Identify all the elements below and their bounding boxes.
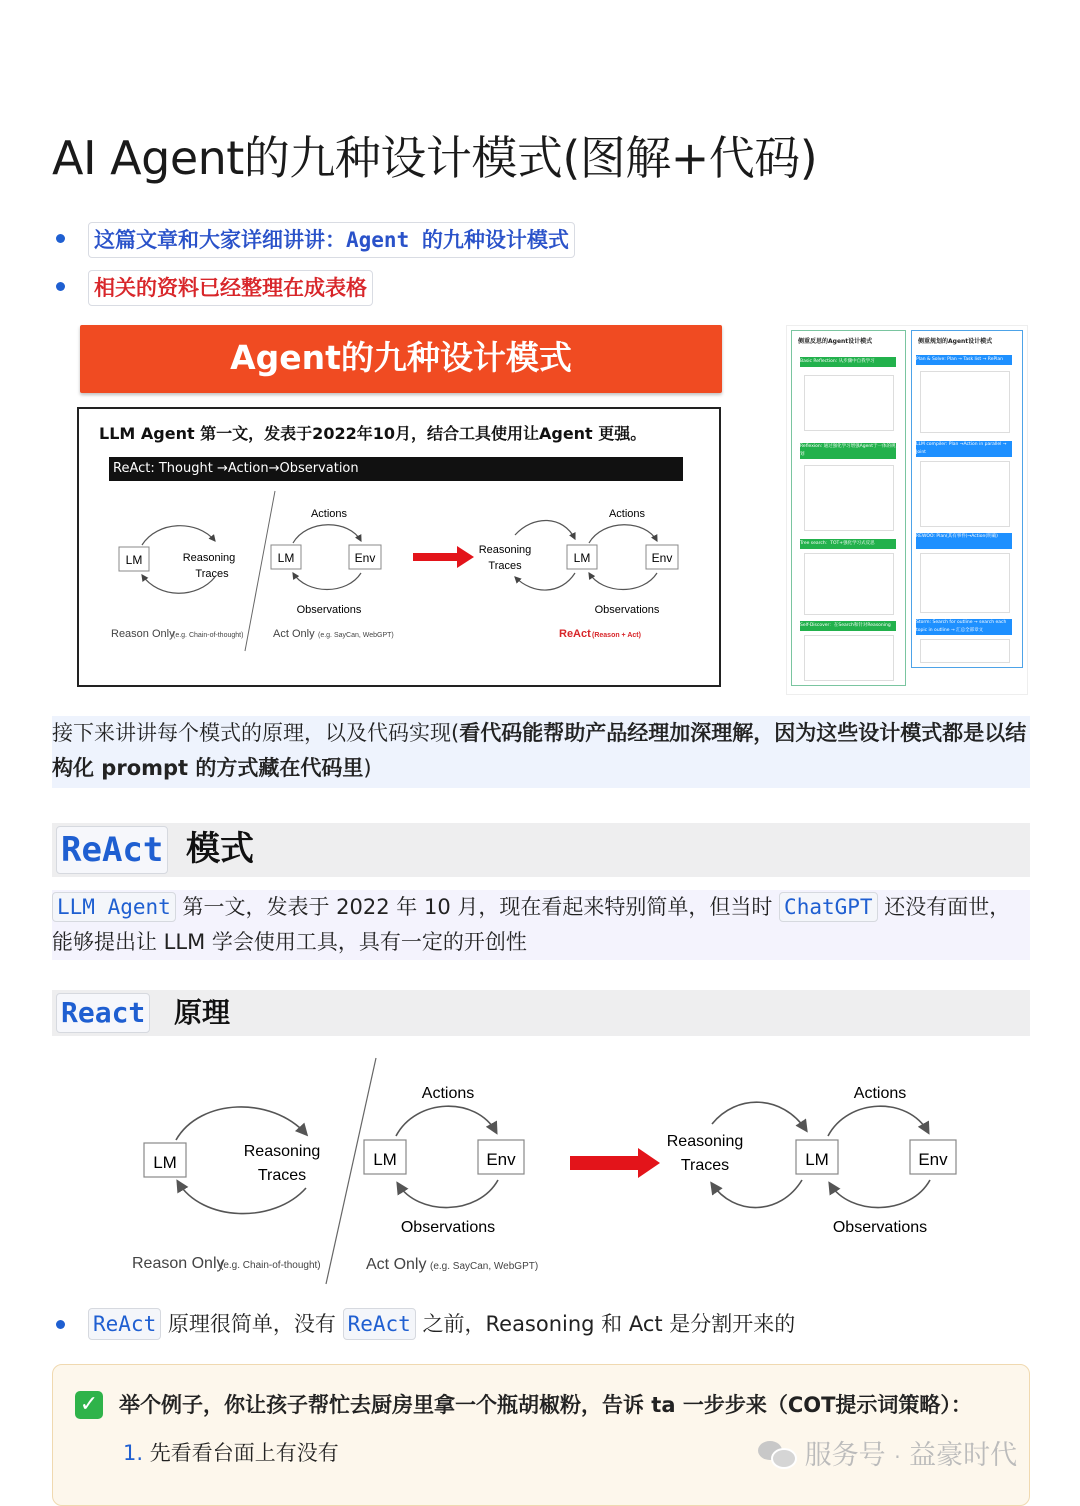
actions-label: Actions [310,508,348,520]
thumb-diagram [920,461,1010,527]
env-label: Env [651,551,673,565]
observations-label: Observations [594,604,660,616]
lm-label: LM [373,1150,397,1169]
code-chip: LLM Agent [52,892,176,922]
reason-only-note: (e.g. Chain-of-thought) [220,1260,321,1271]
thumb-diagram [804,553,894,615]
wechat-icon [758,1439,796,1467]
thumb-item: Tree search：TOT+强化学习式反思 [800,539,896,549]
lm-label: LM [573,551,591,565]
thumb-diagram [804,375,894,431]
bullet-dot [56,1320,65,1329]
thumb-item: LLM compiler: Plan →Action in parallel → Joint [916,441,1012,457]
checkmark-icon: ✓ [75,1391,103,1419]
lm-label: LM [277,551,295,565]
env-label: Env [486,1150,516,1169]
react-bar: ReAct: Thought →Action→Observation [109,457,683,481]
traces-label: Traces [680,1157,730,1174]
thumb-item: Plan & Solve: Plan → Task list → RePlan [916,355,1012,365]
banner [80,325,722,393]
thumb-diagram [804,465,894,531]
lm-label: LM [153,1153,177,1172]
react-principle-diagram [120,1052,980,1288]
thumb-item: Basic Reflection: 从步骤中自我学习 [800,357,896,367]
thumb-item: Reflexion: 通过强化学习增强Agent于一体的规划 [800,444,896,457]
react-paragraph [52,890,1030,960]
bullet-dot [56,282,65,291]
highlight-link-1[interactable]: 这篇文章和大家详细讲讲：Agent 的九种设计模式 [88,222,575,258]
bullet-text: 原理很简单，没有 [167,1312,336,1336]
intro-paragraph [52,716,1030,788]
thumb-diagram [804,635,894,681]
example-callout [52,1364,1030,1506]
watermark-text: 益豪时代 [909,1440,1018,1471]
traces-label: Traces [195,568,229,580]
env-label: Env [354,551,376,565]
actions-label: Actions [421,1085,475,1102]
callout-text: 举个例子，你让孩子帮忙去厨房里拿一个瓶胡椒粉，告诉 ta 一步步来（COT提示词策略）： [119,1393,972,1417]
reason-only-label: Reason Only [132,1255,225,1272]
act-only-label: Act Only [366,1256,427,1273]
banner-title: Agent的九种设计模式 [230,338,572,377]
traces-label: Traces [488,560,522,572]
observations-label: Observations [296,604,362,616]
lm-label: LM [125,553,143,567]
list-text: 先看看台面上有没有 [149,1441,339,1465]
heading-title: 模式 [186,829,254,869]
small-react-diagram [97,483,701,655]
thumb-diagram [920,553,1010,613]
actions-label: Actions [608,508,646,520]
act-only-label: Act Only [273,628,315,640]
code-chip: ReAct [88,1308,161,1340]
code-chip: ReAct [343,1308,416,1340]
observations-label: Observations [832,1219,928,1236]
intro-bold-text: 看代码能帮助产品经理加深理解，因为这些设计模式都是以结构化 prompt 的方式藏在代码里 [52,721,1027,780]
banner-subtitle: LLM Agent 第一文，发表于2022年10月，结合工具使用让Agent 更强。 [99,424,647,443]
reason-only-label: Reason Only [111,628,175,640]
react-label: ReAct [559,628,591,640]
intro-end: ) [363,756,372,780]
heading-code: React [56,993,150,1033]
bullet-text: 之前，Reasoning 和 Act 是分割开来的 [422,1312,796,1336]
reasoning-label: Reasoning [478,544,532,556]
heading-title: 原理 [174,996,231,1029]
thumb-left-title: 侧重反思的Agent设计模式 [798,338,873,345]
thumbnail-card [786,325,1028,695]
act-only-note: (e.g. SayCan, WebGPT) [430,1261,539,1272]
lm-label: LM [805,1150,829,1169]
thumb-item: REWOO: Plan(其有事件)→Action(明确) [916,533,1012,549]
heading-code: ReAct [56,826,168,874]
reasoning-label: Reasoning [182,552,236,564]
red-arrow-icon [570,1148,660,1178]
red-arrow-icon [413,546,474,568]
env-label: Env [918,1150,948,1169]
code-chip: ChatGPT [779,892,878,922]
traces-label: Traces [257,1167,307,1184]
actions-label: Actions [853,1085,907,1102]
para-text: 第一文，发表于 2022 年 10 月，现在看起来特别简单，但当时 [182,895,773,919]
thumb-item: Self-Discover：在Search和针对Reasoning [800,621,896,631]
section-heading-principle [52,990,1030,1036]
thumb-item: Storm: Search for outline → search each topic in outline → 汇总全部章文 [916,619,1012,635]
list-number: 1. [123,1441,144,1465]
watermark [758,1436,1017,1476]
watermark-separator: · [894,1445,901,1469]
thumb-planning [911,330,1023,668]
banner-box [77,407,721,687]
act-only-note: (e.g. SayCan, WebGPT) [318,632,394,639]
react-note: (Reason + Act) [592,632,641,639]
thumb-right-title: 侧重规划的Agent设计模式 [918,338,993,345]
figure-card [62,325,740,693]
highlight-link-2[interactable]: 相关的资料已经整理在成表格 [88,270,373,306]
watermark-text: 服务号 [804,1440,886,1471]
article-title: AI Agent的九种设计模式(图解+代码) [52,131,818,185]
reason-only-note: (e.g. Chain-of-thought) [173,632,244,639]
react-bullet-text [88,1307,795,1341]
thumb-diagram [920,639,1010,663]
reasoning-label: Reasoning [666,1133,744,1150]
reasoning-label: Reasoning [243,1143,321,1160]
intro-text: 接下来讲讲每个模式的原理，以及代码实现( [52,721,460,745]
callout-list-item [123,1437,339,1469]
thumb-reflection [791,330,906,686]
observations-label: Observations [400,1219,496,1236]
para-text: 还没有面世，能够提出让 LLM 学会使用工具，具有一定的开创性 [52,895,1011,954]
thumb-diagram [920,371,1010,433]
section-heading-react [52,823,1030,877]
bullet-dot [56,234,65,243]
